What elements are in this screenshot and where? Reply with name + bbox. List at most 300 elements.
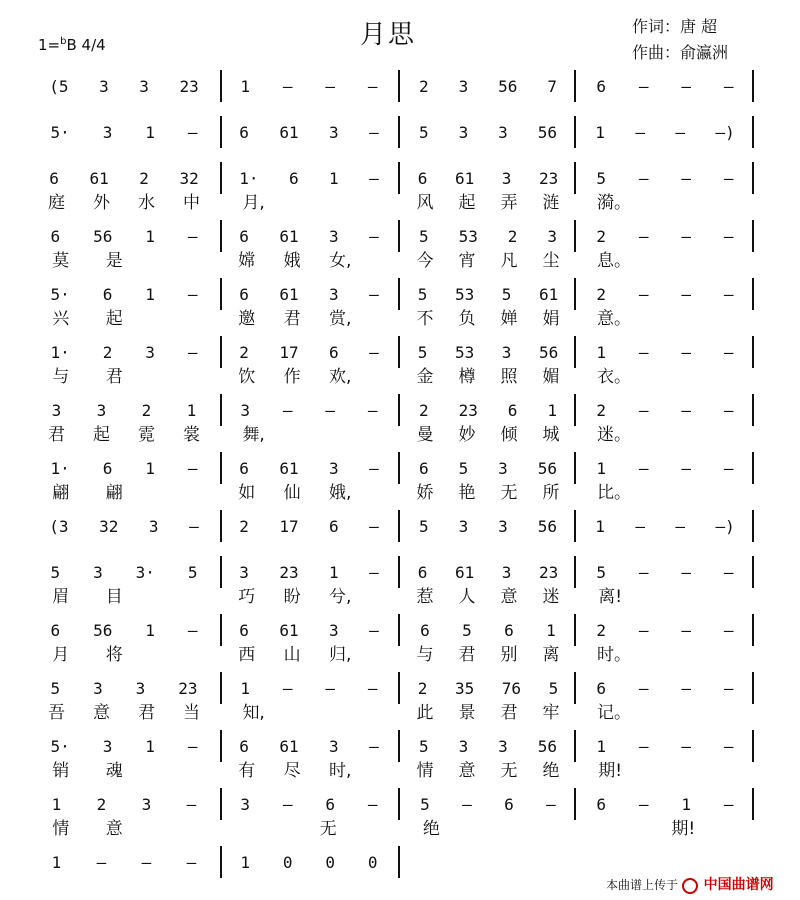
barline <box>398 614 400 646</box>
note: — <box>369 123 379 142</box>
note: 1 <box>145 737 155 756</box>
score-system <box>0 606 800 664</box>
measure-lyrics <box>404 756 572 781</box>
lyric-syllable: 期! <box>598 761 623 781</box>
note: 5 <box>548 679 559 698</box>
note: 1 <box>547 401 558 420</box>
lyric-syllable: 尽 <box>283 761 301 781</box>
barline <box>398 730 400 762</box>
note: 61 <box>279 459 299 478</box>
measure-notes <box>224 454 394 478</box>
measure-lyrics <box>580 640 750 665</box>
note: 6 <box>239 227 249 246</box>
note: — <box>369 343 379 362</box>
note: 1 <box>240 77 251 96</box>
lyric-syllable: 君 <box>138 703 155 723</box>
lyric-syllable: 此 <box>416 703 434 723</box>
note: 2 <box>596 401 607 420</box>
note: — <box>187 123 198 142</box>
barline <box>398 556 400 588</box>
measure-notes <box>404 338 572 362</box>
note: 3 <box>148 517 159 536</box>
note: 23 <box>178 679 198 698</box>
note: 1 <box>186 401 197 420</box>
note: — <box>723 621 734 640</box>
note: 1 <box>595 517 605 536</box>
note: — <box>187 737 198 756</box>
note: — <box>187 227 198 246</box>
score-system <box>0 548 800 606</box>
note: 6 <box>239 737 249 756</box>
measure-lyrics <box>224 640 394 665</box>
score-system <box>0 444 800 502</box>
lyric-syllable: 牢 <box>542 703 560 723</box>
lyric-syllable: 翩 <box>105 483 123 503</box>
measure <box>224 838 394 884</box>
note: 6 <box>596 77 607 96</box>
measure-notes <box>580 280 750 304</box>
measure-notes <box>580 558 750 582</box>
score-system <box>0 62 800 108</box>
lyric-syllable: 人 <box>458 587 476 607</box>
note: 56 <box>537 123 558 142</box>
note: 2 <box>239 517 249 536</box>
note: 1 <box>596 737 607 756</box>
score-system <box>0 154 800 212</box>
measure-lyrics <box>580 362 750 387</box>
lyric-syllable: 风 <box>416 193 434 213</box>
lyric-syllable: 与 <box>52 367 70 387</box>
note: — <box>187 621 198 640</box>
note: 1 <box>240 679 251 698</box>
lyric-syllable: 情 <box>52 819 70 839</box>
lyric-syllable: 如 <box>238 483 256 503</box>
measure-lyrics <box>404 246 572 271</box>
barline <box>220 394 222 426</box>
lyric-syllable: 衣。 <box>597 367 631 387</box>
note: — <box>681 679 692 698</box>
note: — <box>325 401 336 420</box>
lyric-syllable: 裳 <box>183 425 200 445</box>
note: — <box>681 77 692 96</box>
note: 1 <box>145 285 155 304</box>
lyric-syllable: 金 <box>416 367 434 387</box>
note: — <box>723 679 734 698</box>
lyric-syllable: 期! <box>671 819 696 839</box>
lyric-syllable: 迷 <box>542 587 560 607</box>
note: 61 <box>279 285 299 304</box>
note: 1 <box>329 169 339 188</box>
measure <box>580 548 750 606</box>
measure-lyrics <box>580 420 750 445</box>
lyric-syllable: 漪。 <box>597 193 631 213</box>
note: 6 <box>417 169 428 188</box>
note: — <box>367 795 378 814</box>
note: — <box>462 795 472 814</box>
lyric-syllable: 宵 <box>458 251 476 271</box>
measure-lyrics <box>404 362 572 387</box>
score-system <box>0 722 800 780</box>
note: —) <box>715 123 735 142</box>
note: 0 <box>367 853 378 872</box>
note: 1 <box>145 227 155 246</box>
lyric-syllable: 凡 <box>500 251 518 271</box>
lyric-syllable: 月 <box>52 645 70 665</box>
note: — <box>638 737 649 756</box>
note: 3 <box>145 343 155 362</box>
measure-lyrics <box>404 304 572 329</box>
measure-lyrics <box>580 246 750 271</box>
measure-notes <box>580 338 750 362</box>
lyric-syllable: 莫 <box>52 251 70 271</box>
note: 6 <box>418 459 429 478</box>
measure <box>404 154 572 212</box>
measure-lyrics <box>404 420 572 445</box>
measure-notes <box>224 118 394 142</box>
measure-notes <box>580 616 750 640</box>
measure-notes <box>404 674 572 698</box>
lyric-syllable: 与 <box>416 645 434 665</box>
note: — <box>675 517 686 536</box>
lyric-syllable: 意 <box>500 587 518 607</box>
note: 5 <box>50 563 61 582</box>
note: 5 <box>418 123 429 142</box>
measure-lyrics <box>224 188 394 213</box>
note: 3 <box>547 227 558 246</box>
note: — <box>186 795 197 814</box>
lyric-syllable: 君 <box>458 645 476 665</box>
note: 1· <box>239 169 259 188</box>
note: — <box>369 459 379 478</box>
barline <box>398 70 400 102</box>
lyric-syllable: 销 <box>52 761 70 781</box>
lyric-syllable: 当 <box>183 703 200 723</box>
measure <box>404 212 572 270</box>
note: — <box>282 401 293 420</box>
barline <box>220 220 222 252</box>
note: 6 <box>329 517 339 536</box>
barline <box>398 846 400 878</box>
measure <box>224 154 394 212</box>
note: 1· <box>50 343 70 362</box>
measure <box>224 386 394 444</box>
lyric-syllable: 起 <box>458 193 476 213</box>
note: — <box>675 123 686 142</box>
measure <box>34 780 214 838</box>
measure <box>404 502 572 548</box>
barline <box>220 278 222 310</box>
measure-notes <box>224 338 394 362</box>
measure <box>224 212 394 270</box>
barline <box>574 452 576 484</box>
note: 3 <box>501 169 512 188</box>
barline <box>752 336 754 368</box>
note: 1· <box>50 459 70 478</box>
lyric-syllable: 不 <box>416 309 434 329</box>
measure-notes <box>580 454 750 478</box>
barline <box>574 220 576 252</box>
note: — <box>681 227 692 246</box>
note: — <box>187 343 198 362</box>
measure <box>34 444 214 502</box>
measure-lyrics <box>404 640 572 665</box>
barline <box>220 70 222 102</box>
note: 3 <box>51 401 62 420</box>
score-system <box>0 780 800 838</box>
note: 5 <box>501 285 512 304</box>
measure-lyrics <box>224 304 394 329</box>
measure-lyrics <box>580 188 750 213</box>
measure-lyrics <box>224 582 394 607</box>
note: 7 <box>547 77 558 96</box>
measure-notes <box>404 616 572 640</box>
lyric-syllable: 迷。 <box>597 425 631 445</box>
measure <box>224 548 394 606</box>
lyric-syllable: 弄 <box>500 193 518 213</box>
lyric-syllable: 嫦 <box>238 251 256 271</box>
barline <box>752 70 754 102</box>
composer-credit: 作曲：俞瀛洲 <box>632 43 729 62</box>
lyric-syllable: 娥 <box>283 251 301 271</box>
score-system <box>0 212 800 270</box>
note: 56 <box>537 517 558 536</box>
note: — <box>635 517 645 536</box>
barline <box>752 556 754 588</box>
note: — <box>638 621 649 640</box>
jianpu-score <box>0 62 800 884</box>
note: — <box>681 169 692 188</box>
lyricist-credit: 作词：唐 超 <box>632 17 718 36</box>
note: (3 <box>49 517 69 536</box>
note: — <box>723 401 734 420</box>
note: 56 <box>93 227 113 246</box>
measure <box>404 62 572 108</box>
note: 1 <box>595 123 605 142</box>
lyric-syllable: 娥, <box>328 483 352 503</box>
barline <box>220 846 222 878</box>
measure-notes <box>34 512 214 536</box>
barline <box>752 220 754 252</box>
note: 3 <box>458 517 469 536</box>
measure-notes <box>404 732 572 756</box>
measure <box>580 664 750 722</box>
measure <box>34 386 214 444</box>
measure <box>404 722 572 780</box>
note: — <box>681 343 692 362</box>
measure-notes <box>404 72 572 96</box>
note: — <box>369 737 379 756</box>
measure-lyrics <box>34 188 214 213</box>
barline <box>752 730 754 762</box>
barline <box>574 116 576 148</box>
note: — <box>638 401 649 420</box>
note: — <box>723 563 734 582</box>
measure <box>224 502 394 548</box>
note: 3 <box>93 563 103 582</box>
lyric-syllable: 婵 <box>500 309 518 329</box>
measure-lyrics <box>224 698 394 723</box>
note: 3 <box>458 123 469 142</box>
measure <box>34 212 214 270</box>
lyric-syllable: 尘 <box>542 251 560 271</box>
lyric-syllable: 邀 <box>238 309 256 329</box>
note: 5 <box>462 621 472 640</box>
note: — <box>681 621 692 640</box>
note: — <box>723 737 734 756</box>
measure-lyrics <box>224 420 394 445</box>
song-title: 月思 <box>360 20 417 50</box>
note: 3 <box>329 621 339 640</box>
barline <box>574 278 576 310</box>
lyric-syllable: 起 <box>105 309 123 329</box>
measure-notes <box>404 790 572 814</box>
measure-notes <box>34 732 214 756</box>
lyric-syllable: 兴 <box>52 309 70 329</box>
measure-notes <box>580 164 750 188</box>
lyric-syllable: 君 <box>283 309 301 329</box>
measure-lyrics <box>34 420 214 445</box>
lyric-syllable: 照 <box>500 367 518 387</box>
note: 2 <box>96 795 107 814</box>
lyric-syllable: 娇 <box>416 483 434 503</box>
note: — <box>325 679 336 698</box>
note: — <box>546 795 556 814</box>
note: 2 <box>596 227 607 246</box>
note: — <box>638 169 649 188</box>
barline <box>398 672 400 704</box>
lyric-syllable: 艳 <box>458 483 476 503</box>
measure-notes <box>580 222 750 246</box>
measure <box>404 108 572 154</box>
measure-lyrics <box>34 478 214 503</box>
note: 2 <box>507 227 518 246</box>
measure <box>34 62 214 108</box>
note: 3 <box>498 737 508 756</box>
measure <box>34 502 214 548</box>
barline <box>220 614 222 646</box>
measure <box>224 270 394 328</box>
measure-lyrics <box>580 698 750 723</box>
note: — <box>681 563 692 582</box>
note: — <box>723 169 734 188</box>
barline <box>398 452 400 484</box>
lyric-syllable: 负 <box>458 309 476 329</box>
note: 2 <box>418 401 429 420</box>
lyric-syllable: 饮 <box>238 367 256 387</box>
measure-notes <box>224 558 394 582</box>
note: 3 <box>240 795 251 814</box>
lyric-syllable: 涟 <box>542 193 560 213</box>
note: — <box>723 77 734 96</box>
measure <box>404 548 572 606</box>
measure <box>404 444 572 502</box>
measure <box>224 606 394 664</box>
lyric-syllable: 意 <box>458 761 476 781</box>
measure-notes <box>224 512 394 536</box>
measure-notes <box>580 118 750 142</box>
measure-lyrics <box>404 188 572 213</box>
note: — <box>369 227 379 246</box>
credits <box>632 14 728 66</box>
note: 5 <box>187 563 198 582</box>
note: — <box>187 459 198 478</box>
measure <box>580 502 750 548</box>
measure-lyrics <box>580 756 750 781</box>
note: 61 <box>279 737 299 756</box>
note: 53 <box>454 343 475 362</box>
note: 2 <box>417 679 428 698</box>
measure-notes <box>224 280 394 304</box>
note: 35 <box>454 679 475 698</box>
measure <box>34 838 214 884</box>
measure <box>580 212 750 270</box>
note: 23 <box>179 77 199 96</box>
barline <box>220 672 222 704</box>
note: 6 <box>504 795 514 814</box>
note: 6 <box>102 459 113 478</box>
measure-lyrics <box>34 582 214 607</box>
measure <box>580 386 750 444</box>
lyric-syllable: 魂 <box>105 761 123 781</box>
note: — <box>369 169 379 188</box>
measure-notes <box>34 396 214 420</box>
note: — <box>96 853 107 872</box>
site-logo-icon <box>682 878 698 894</box>
lyric-syllable: 离 <box>542 645 560 665</box>
barline <box>574 614 576 646</box>
lyric-syllable: 惹 <box>416 587 434 607</box>
lyric-syllable: 水 <box>138 193 155 213</box>
note: — <box>282 679 293 698</box>
lyric-syllable: 赏, <box>328 309 352 329</box>
measure-notes <box>224 848 394 872</box>
barline <box>220 116 222 148</box>
measure-lyrics <box>580 304 750 329</box>
barline <box>574 730 576 762</box>
note: (5 <box>49 77 69 96</box>
note: 3 <box>102 123 113 142</box>
note: —) <box>715 517 735 536</box>
measure-notes <box>580 732 750 756</box>
measure <box>34 154 214 212</box>
note: — <box>141 853 152 872</box>
note: 53 <box>458 227 478 246</box>
lyric-syllable: 今 <box>416 251 434 271</box>
note: 61 <box>279 227 299 246</box>
lyric-syllable: 霓 <box>138 425 155 445</box>
note: — <box>723 795 734 814</box>
barline <box>220 556 222 588</box>
measure-notes <box>34 558 214 582</box>
note: 23 <box>279 563 299 582</box>
note: — <box>367 679 378 698</box>
measure-notes <box>224 72 394 96</box>
measure <box>34 548 214 606</box>
barline <box>752 614 754 646</box>
note: — <box>186 853 197 872</box>
lyric-syllable: 妙 <box>458 425 476 445</box>
measure-notes <box>580 790 750 814</box>
measure <box>580 154 750 212</box>
note: 6 <box>239 123 249 142</box>
lyric-syllable: 离! <box>598 587 623 607</box>
note: 3 <box>329 459 339 478</box>
note: 3 <box>498 517 508 536</box>
note: 1 <box>145 123 155 142</box>
measure <box>224 108 394 154</box>
note: 6 <box>420 621 430 640</box>
measure-notes <box>404 396 572 420</box>
